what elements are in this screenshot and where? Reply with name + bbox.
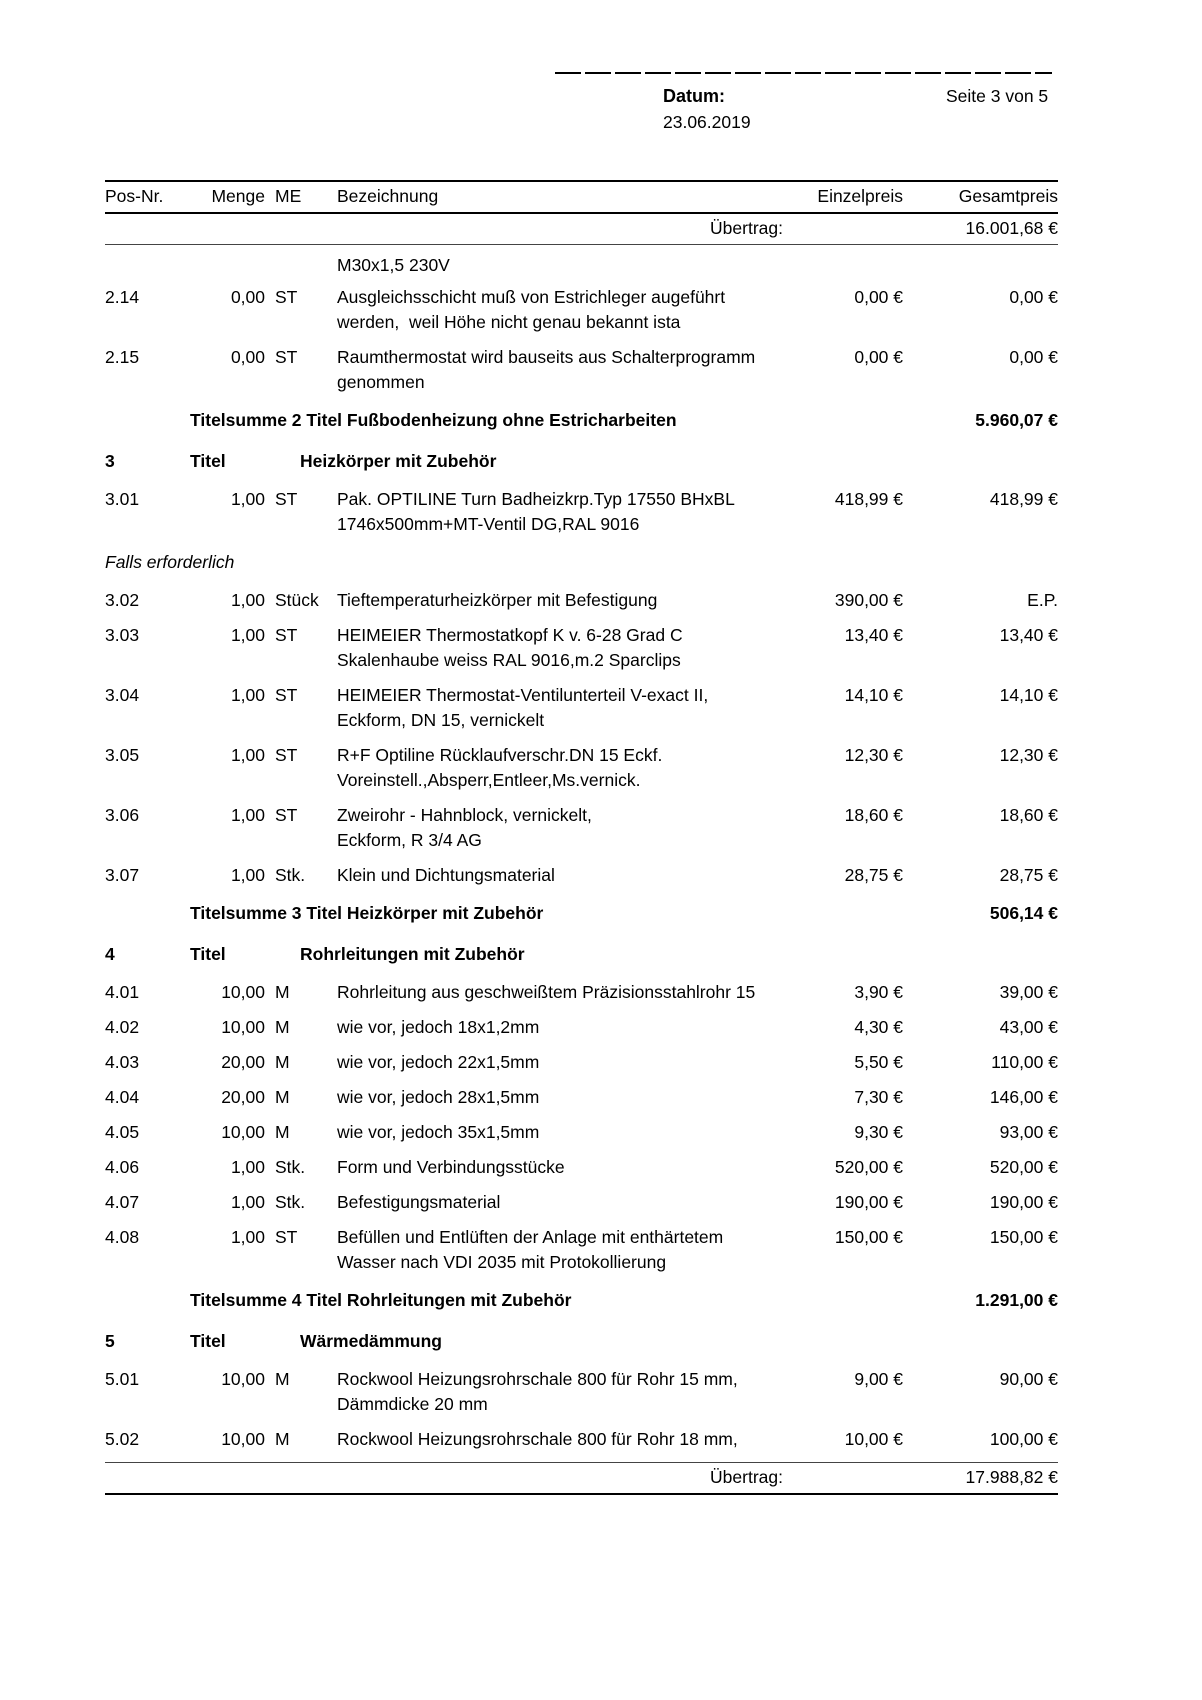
row-einzelpreis: 390,00 € [834, 590, 903, 610]
row-description [337, 1367, 783, 1417]
column-header-einzelpreis: Einzelpreis [817, 186, 903, 206]
row-description-line: wie vor, jedoch 18x1,2mm [337, 1017, 540, 1037]
row-pos: 3.06 [105, 805, 140, 825]
subtotal-label: Titelsumme 3 Titel Heizkörper mit Zubehör [190, 903, 544, 923]
row-einzelpreis: 4,30 € [854, 1017, 903, 1037]
table-row [105, 798, 1058, 858]
row-description [337, 1015, 783, 1040]
row-einzelpreis: 0,00 € [854, 347, 903, 367]
row-description [337, 1155, 783, 1180]
row-me: Stück [275, 590, 319, 610]
row-einzelpreis: 190,00 € [834, 1192, 903, 1212]
row-description [337, 863, 783, 888]
row-description-line: wie vor, jedoch 28x1,5mm [337, 1087, 540, 1107]
row-description-line: R+F Optiline Rücklaufverschr.DN 15 Eckf. [337, 745, 663, 765]
row-gesamtpreis: 28,75 € [999, 865, 1058, 885]
row-pos: 4.01 [105, 982, 140, 1002]
row-einzelpreis: 150,00 € [834, 1227, 903, 1247]
row-pos: 3.01 [105, 489, 140, 509]
row-einzelpreis: 12,30 € [844, 745, 903, 765]
table-row [105, 482, 1058, 542]
row-pos: 4.02 [105, 1017, 140, 1037]
table-row-continuation [105, 245, 1058, 280]
row-description [337, 1085, 783, 1110]
row-menge: 20,00 [221, 1052, 265, 1072]
row-description-line: HEIMEIER Thermostat-Ventilunterteil V-exact II, [337, 685, 709, 705]
row-description-line: Voreinstell.,Absperr,Entleer,Ms.vernick. [337, 770, 641, 790]
row-description [337, 285, 783, 335]
row-description-line: Ausgleichsschicht muß von Estrichleger augeführt [337, 287, 726, 307]
table-row [105, 1185, 1058, 1220]
row-description-line: wie vor, jedoch 35x1,5mm [337, 1122, 540, 1142]
row-einzelpreis: 520,00 € [834, 1157, 903, 1177]
row-einzelpreis: 9,00 € [854, 1369, 903, 1389]
row-einzelpreis: 0,00 € [854, 287, 903, 307]
row-description [337, 1050, 783, 1075]
row-me: Stk. [275, 865, 306, 885]
table-row [105, 738, 1058, 798]
row-description-line: wie vor, jedoch 22x1,5mm [337, 1052, 540, 1072]
subtotal-label: Titelsumme 2 Titel Fußbodenheizung ohne Estricharbeiten [190, 410, 677, 430]
row-pos: 2.14 [105, 287, 140, 307]
row-einzelpreis: 14,10 € [844, 685, 903, 705]
page-number: Seite 3 von 5 [946, 86, 1049, 106]
row-menge: 1,00 [230, 590, 265, 610]
section-title: Wärmedämmung [300, 1331, 442, 1351]
column-header-pos: Pos-Nr. [105, 186, 164, 206]
row-me: M [275, 982, 290, 1002]
table-row [105, 1045, 1058, 1080]
carry-forward-bottom-value: 17.988,82 € [965, 1467, 1058, 1487]
row-pos: 4.07 [105, 1192, 140, 1212]
table-row [105, 583, 1058, 618]
subtotal-value: 1.291,00 € [975, 1290, 1058, 1310]
row-description [337, 588, 783, 613]
row-gesamtpreis: 93,00 € [999, 1122, 1058, 1142]
row-description-line: Eckform, R 3/4 AG [337, 830, 482, 850]
row-menge: 1,00 [230, 745, 265, 765]
section-row [105, 934, 1058, 975]
row-pos: 4.03 [105, 1052, 140, 1072]
row-pos: 2.15 [105, 347, 140, 367]
row-gesamtpreis: 0,00 € [1009, 287, 1058, 307]
section-title: Rohrleitungen mit Zubehör [300, 944, 525, 964]
row-me: ST [275, 805, 298, 825]
row-description-line: M30x1,5 230V [337, 255, 450, 275]
table-header-row [105, 182, 1058, 212]
row-einzelpreis: 9,30 € [854, 1122, 903, 1142]
date-value: 23.06.2019 [663, 112, 751, 132]
row-me: ST [275, 287, 298, 307]
row-gesamtpreis: 18,60 € [999, 805, 1058, 825]
table-row [105, 618, 1058, 678]
row-me: ST [275, 1227, 298, 1247]
section-label: Titel [190, 1331, 226, 1351]
carry-forward-top-value: 16.001,68 € [965, 218, 1058, 238]
table-row [105, 975, 1058, 1010]
table-row [105, 280, 1058, 340]
row-description-line: werden, weil Höhe nicht genau bekannt ista [337, 312, 681, 332]
row-gesamtpreis: 146,00 € [989, 1087, 1058, 1107]
row-menge: 1,00 [230, 1192, 265, 1212]
row-description-line: Befüllen und Entlüften der Anlage mit enthärtetem [337, 1227, 724, 1247]
row-description-line: Zweirohr - Hahnblock, vernickelt, [337, 805, 592, 825]
row-description [337, 803, 783, 853]
row-me: M [275, 1429, 290, 1449]
row-me: M [275, 1369, 290, 1389]
row-description-line: Wasser nach VDI 2035 mit Protokollierung [337, 1252, 667, 1272]
subtotal-value: 5.960,07 € [975, 410, 1058, 430]
subtotal-row [105, 1280, 1058, 1321]
row-description-line: Befestigungsmaterial [337, 1192, 501, 1212]
subtotal-label: Titelsumme 4 Titel Rohrleitungen mit Zubehör [190, 1290, 572, 1310]
row-gesamtpreis: 150,00 € [989, 1227, 1058, 1247]
table-row [105, 1010, 1058, 1045]
section-number: 5 [105, 1331, 115, 1351]
row-description [337, 1190, 783, 1215]
row-gesamtpreis: 39,00 € [999, 982, 1058, 1002]
section-row [105, 441, 1058, 482]
row-pos: 4.08 [105, 1227, 140, 1247]
date-label: Datum: [663, 86, 725, 106]
row-description [337, 623, 783, 673]
section-label: Titel [190, 451, 226, 471]
row-menge: 1,00 [230, 625, 265, 645]
row-pos: 4.04 [105, 1087, 140, 1107]
row-description [337, 487, 783, 537]
column-header-gesamtpreis: Gesamtpreis [958, 186, 1058, 206]
table-body [105, 245, 1058, 1457]
row-menge: 10,00 [221, 982, 265, 1002]
table-row [105, 1080, 1058, 1115]
row-me: M [275, 1052, 290, 1072]
subtotal-row [105, 400, 1058, 441]
row-description-line: Rockwool Heizungsrohrschale 800 für Rohr 18 mm, [337, 1429, 738, 1449]
row-description [337, 980, 783, 1005]
row-gesamtpreis: 110,00 € [991, 1052, 1058, 1072]
row-menge: 10,00 [221, 1429, 265, 1449]
row-description [337, 1120, 783, 1145]
row-description-line: Dämmdicke 20 mm [337, 1394, 488, 1414]
row-menge: 1,00 [230, 1157, 265, 1177]
row-menge: 1,00 [230, 865, 265, 885]
row-description-line: Form und Verbindungsstücke [337, 1157, 565, 1177]
row-menge: 10,00 [221, 1369, 265, 1389]
row-gesamtpreis: 12,30 € [999, 745, 1058, 765]
row-pos: 3.03 [105, 625, 140, 645]
row-pos: 3.04 [105, 685, 140, 705]
section-number: 4 [105, 944, 115, 964]
row-pos: 3.05 [105, 745, 140, 765]
row-me: ST [275, 685, 298, 705]
row-gesamtpreis: 100,00 € [989, 1429, 1058, 1449]
column-header-bezeichnung: Bezeichnung [337, 186, 439, 206]
table-row [105, 1150, 1058, 1185]
row-gesamtpreis: 0,00 € [1009, 347, 1058, 367]
note-row [105, 542, 1058, 583]
row-gesamtpreis: 418,99 € [989, 489, 1058, 509]
header-divider-line [555, 72, 1052, 74]
row-me: M [275, 1087, 290, 1107]
table-row [105, 1115, 1058, 1150]
subtotal-value: 506,14 € [989, 903, 1058, 923]
row-me: ST [275, 625, 298, 645]
row-gesamtpreis: 43,00 € [999, 1017, 1058, 1037]
row-me: ST [275, 347, 298, 367]
row-description-line: HEIMEIER Thermostatkopf K v. 6-28 Grad C [337, 625, 683, 645]
row-description [337, 683, 783, 733]
carry-forward-bottom-label: Übertrag: [710, 1467, 783, 1487]
section-number: 3 [105, 451, 115, 471]
row-einzelpreis: 10,00 € [844, 1429, 903, 1449]
row-description [337, 345, 783, 395]
row-menge: 1,00 [230, 1227, 265, 1247]
section-row [105, 1321, 1058, 1362]
row-menge: 1,00 [230, 805, 265, 825]
table-row [105, 1422, 1058, 1457]
row-menge: 1,00 [230, 685, 265, 705]
row-description-line: Skalenhaube weiss RAL 9016,m.2 Sparclips [337, 650, 681, 670]
row-pos: 4.05 [105, 1122, 140, 1142]
row-einzelpreis: 3,90 € [854, 982, 903, 1002]
table-row [105, 1220, 1058, 1280]
row-menge: 0,00 [230, 347, 265, 367]
column-header-menge: Menge [211, 186, 265, 206]
row-description-line: Pak. OPTILINE Turn Badheizkrp.Typ 17550 BHxBL [337, 489, 735, 509]
row-description [337, 1225, 783, 1275]
table-row [105, 340, 1058, 400]
row-einzelpreis: 5,50 € [854, 1052, 903, 1072]
row-gesamtpreis: 13,40 € [999, 625, 1058, 645]
table-row [105, 1362, 1058, 1422]
row-me: M [275, 1017, 290, 1037]
row-description-line: Tieftemperaturheizkörper mit Befestigung [337, 590, 658, 610]
carry-forward-top-label: Übertrag: [710, 218, 783, 238]
row-description-line: Eckform, DN 15, vernickelt [337, 710, 545, 730]
row-pos: 3.02 [105, 590, 140, 610]
row-pos: 5.01 [105, 1369, 140, 1389]
subtotal-row [105, 893, 1058, 934]
row-pos: 4.06 [105, 1157, 140, 1177]
row-me: Stk. [275, 1157, 306, 1177]
row-menge: 20,00 [221, 1087, 265, 1107]
row-description-line: Raumthermostat wird bauseits aus Schalterprogramm [337, 347, 756, 367]
positions-table [105, 180, 1058, 1495]
row-gesamtpreis: 190,00 € [989, 1192, 1058, 1212]
row-einzelpreis: 7,30 € [854, 1087, 903, 1107]
row-menge: 10,00 [221, 1017, 265, 1037]
column-header-me: ME [275, 186, 302, 206]
row-gesamtpreis: 14,10 € [999, 685, 1058, 705]
row-einzelpreis: 13,40 € [844, 625, 903, 645]
row-pos: 3.07 [105, 865, 140, 885]
row-menge: 1,00 [230, 489, 265, 509]
note-text: Falls erforderlich [105, 552, 235, 572]
row-me: M [275, 1122, 290, 1142]
carry-forward-bottom-row [105, 1463, 1058, 1493]
row-description-line: 1746x500mm+MT-Ventil DG,RAL 9016 [337, 514, 640, 534]
row-description [337, 743, 783, 793]
row-description-line: Rockwool Heizungsrohrschale 800 für Rohr 15 mm, [337, 1369, 738, 1389]
row-menge: 10,00 [221, 1122, 265, 1142]
row-menge: 0,00 [230, 287, 265, 307]
row-description-line: Klein und Dichtungsmaterial [337, 865, 555, 885]
row-gesamtpreis: 90,00 € [999, 1369, 1058, 1389]
row-description [337, 1427, 783, 1452]
row-einzelpreis: 418,99 € [834, 489, 903, 509]
carry-forward-top-row [105, 214, 1058, 244]
section-title: Heizkörper mit Zubehör [300, 451, 497, 471]
row-me: ST [275, 745, 298, 765]
carry-forward-bottom-rule-bottom [105, 1493, 1058, 1495]
row-me: Stk. [275, 1192, 306, 1212]
row-description-line: genommen [337, 372, 425, 392]
row-description-line: Rohrleitung aus geschweißtem Präzisionsstahlrohr 15 [337, 982, 756, 1002]
row-gesamtpreis: 520,00 € [989, 1157, 1058, 1177]
table-row [105, 678, 1058, 738]
row-einzelpreis: 18,60 € [844, 805, 903, 825]
row-einzelpreis: 28,75 € [844, 865, 903, 885]
row-gesamtpreis: E.P. [1027, 590, 1058, 610]
row-pos: 5.02 [105, 1429, 140, 1449]
section-label: Titel [190, 944, 226, 964]
row-description [337, 253, 783, 278]
table-row [105, 858, 1058, 893]
row-me: ST [275, 489, 298, 509]
